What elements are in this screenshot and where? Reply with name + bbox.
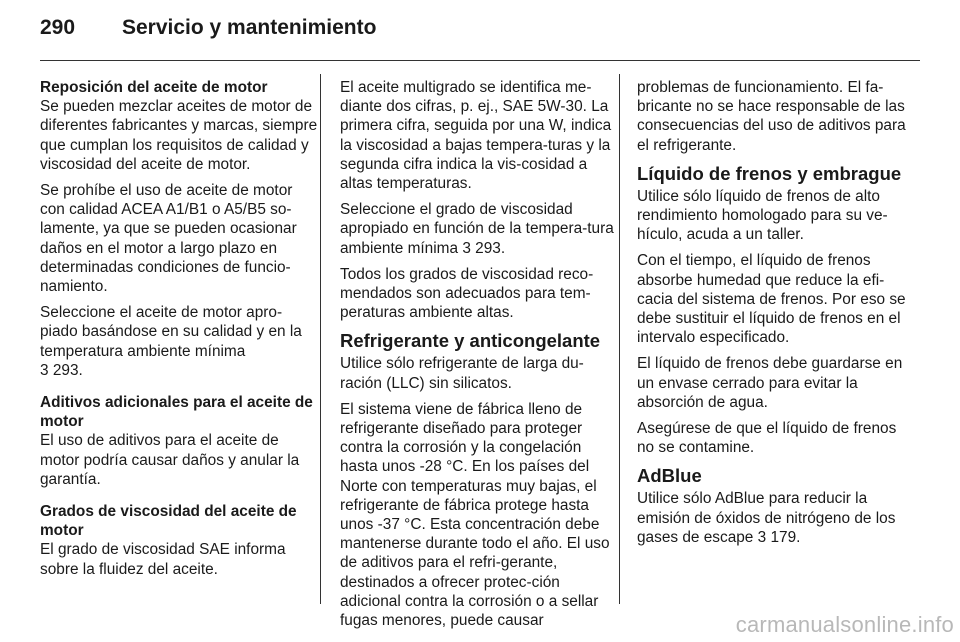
paragraph: Seleccione el grado de viscosidad apropiado en función de la tempera-tura ambiente mínima 3 293.: [340, 201, 614, 257]
header-rule: [40, 60, 920, 61]
paragraph: El aceite multigrado se identifica me-diante dos cifras, p. ej., SAE 5W-30. La primera cifra, seguida por una W, indica la viscosidad a bajas tempera-turas y la segunda cifra indica la vis-cosidad a altas temperaturas.: [340, 79, 612, 193]
heading-reposicion: Reposición del aceite de motor: [40, 79, 268, 96]
paragraph: Seleccione el aceite de motor apro-piado basándose en su calidad y en la temperatura ambiente mínima 3 293.: [40, 304, 302, 379]
paragraph: Se prohíbe el uso de aceite de motor con calidad ACEA A1/B1 o A5/B5 so-lamente, ya que se pueden ocasionar daños en el motor a largo plazo en determinadas condiciones de funcio-namiento.: [40, 182, 297, 296]
paragraph: El grado de viscosidad SAE informa sobre la fluidez del aceite.: [40, 541, 286, 578]
watermark: carmanualsonline.info: [735, 612, 954, 637]
column-1: [40, 78, 318, 592]
paragraph: El uso de aditivos para el aceite de motor podría causar daños y anular la garantía.: [40, 432, 300, 488]
heading-frenos: Líquido de frenos y embrague: [637, 162, 902, 184]
column-3: [637, 78, 915, 554]
paragraph: Asegúrese de que el líquido de frenos no se contamine.: [637, 420, 897, 457]
paragraph: Utilice sólo líquido de frenos de alto rendimiento homologado para su ve-hículo, acuda a un taller.: [637, 187, 888, 244]
paragraph: problemas de funcionamiento. El fa-bricante no se hace responsable de las consecuencias del uso de aditivos para el refrigerante.: [637, 79, 906, 154]
section-title: Servicio y mantenimiento: [122, 16, 377, 39]
column-divider-1: [320, 74, 321, 604]
paragraph: Todos los grados de viscosidad reco-mendados son adecuados para tem-peraturas ambiente altas.: [340, 265, 594, 322]
paragraph: El sistema viene de fábrica lleno de refrigerante diseñado para proteger contra la corrosión y la congelación hasta unos -28 °C. En los países del Norte con temperaturas muy bajas, el refrigerante de fábrica protege hasta unos -37 °C. Esta concentración debe mantenerse durante todo el año. El uso de aditivos para el refri-gerante, destinados a ofrecer protec-ción adicional contra la corrosión o a sellar fugas menores, puede causar: [340, 400, 610, 630]
heading-grados: Grados de viscosidad del aceite de motor: [40, 503, 297, 540]
page-number: 290: [40, 16, 76, 39]
paragraph: Utilice sólo AdBlue para reducir la emisión de óxidos de nitrógeno de los gases de escape 3 179.: [637, 490, 896, 546]
section-reposicion: [40, 78, 318, 380]
page-reference-link[interactable]: 293.: [475, 239, 506, 257]
section-aditivos: [40, 393, 318, 489]
reference-arrow-icon: 3: [40, 361, 49, 379]
page-header: [40, 16, 920, 50]
paragraph: Utilice sólo refrigerante de larga du-ración (LLC) sin silicatos.: [340, 355, 584, 392]
paragraph: Se pueden mezclar aceites de motor de diferentes fabricantes y marcas, siempre que cumplan los requisitos de calidad y viscosidad del aceite de motor.: [40, 98, 318, 173]
section-grados: [40, 502, 318, 579]
heading-aditivos: Aditivos adicionales para el aceite de motor: [40, 394, 313, 431]
heading-adblue: AdBlue: [637, 465, 702, 487]
column-2: [340, 78, 618, 637]
column-divider-2: [619, 74, 620, 604]
page-reference-link[interactable]: 179.: [770, 528, 801, 546]
reference-arrow-icon: 3: [462, 239, 471, 257]
paragraph: El líquido de frenos debe guardarse en un envase cerrado para evitar la absorción de agua.: [637, 355, 903, 411]
paragraph: Con el tiempo, el líquido de frenos absorbe humedad que reduce la efi-cacia del sistema de frenos. Por eso se debe sustituir el líquido de frenos en el intervalo especificado.: [637, 252, 906, 347]
heading-refrigerante: Refrigerante y anticongelante: [340, 330, 601, 352]
reference-arrow-icon: 3: [757, 528, 767, 546]
page-reference-link[interactable]: 293.: [52, 361, 83, 379]
